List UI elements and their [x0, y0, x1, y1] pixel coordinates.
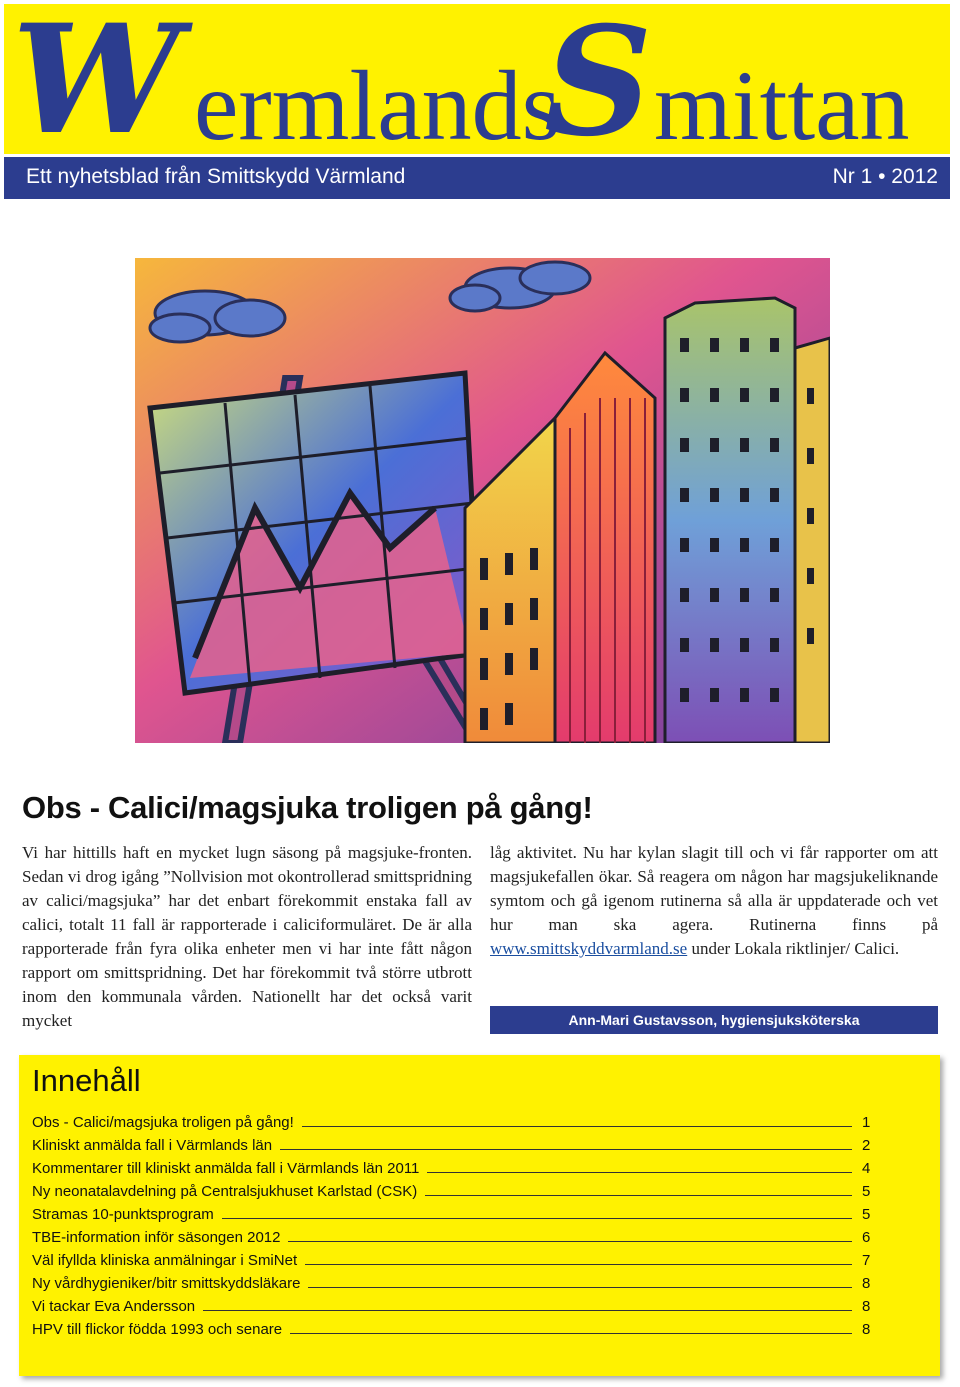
toc-item-title: Kommentarer till kliniskt anmälda fall i Värmlands län 2011	[32, 1160, 420, 1177]
logo-letter-w: W	[12, 4, 181, 154]
logo-text-mittan: mittan	[654, 50, 910, 154]
toc-item[interactable]	[32, 1154, 872, 1177]
toc-item-title: Obs - Calici/magsjuka troligen på gång!	[32, 1114, 294, 1131]
toc-item-page: 8	[862, 1275, 871, 1292]
toc-item[interactable]	[32, 1200, 872, 1223]
toc-leader-line	[305, 1264, 852, 1265]
subtitle-bar	[4, 157, 950, 199]
toc-leader-line	[288, 1241, 852, 1242]
toc-item-title: Vi tackar Eva Andersson	[32, 1298, 196, 1315]
toc-item-title: Stramas 10-punktsprogram	[32, 1206, 214, 1223]
toc-list	[32, 1108, 872, 1338]
toc-item[interactable]	[32, 1269, 872, 1292]
logo-text-ermlands: ermlands	[194, 50, 561, 154]
smittskydd-link[interactable]: www.smittskyddvarmland.se	[490, 939, 688, 958]
toc-leader-line	[308, 1287, 852, 1288]
article-column-1: Vi har hittills haft en mycket lugn säsong på magsjuke-fronten. Sedan vi drog igång ”Nollvision mot okontrollerad smittspridning av calici/magsjuka” har det enbart förekommit enstaka fall av calici, totalt 11 fall är rapporterade i caliciformuläret. De är alla rapporterade från fyra olika enheter men vi har inte fått någon rapport om smittspridning. Det har förekommit två större utbrott inom den kommunala vården. Nationellt har det också varit mycket	[22, 843, 472, 1030]
toc-leader-line	[290, 1333, 852, 1334]
toc-item-page: 5	[862, 1183, 871, 1200]
toc-item-page: 7	[862, 1252, 871, 1269]
toc-leader-line	[280, 1149, 852, 1150]
masthead	[4, 4, 950, 154]
toc-item[interactable]	[32, 1315, 872, 1338]
toc-item[interactable]	[32, 1177, 872, 1200]
table-of-contents	[19, 1055, 940, 1376]
toc-item-title: Ny vårdhygieniker/bitr smittskyddsläkare	[32, 1275, 301, 1292]
toc-item-page: 4	[862, 1160, 871, 1177]
toc-item-page: 6	[862, 1229, 871, 1246]
toc-item-page: 5	[862, 1206, 871, 1223]
cover-illustration	[135, 258, 830, 743]
article-author: Ann-Mari Gustavsson, hygiensjuksköterska	[490, 1006, 938, 1034]
toc-item-page: 8	[862, 1321, 871, 1338]
article-column-2	[490, 841, 938, 961]
issue-number: Nr 1 • 2012	[832, 165, 938, 188]
toc-item[interactable]	[32, 1246, 872, 1269]
article-column-2-text: låg aktivitet. Nu har kylan slagit till och vi får rapporter om att magsjukefallen ökar. Så reagera om någon har magsjukeliknande symtom och gå igenom rutinerna så alla är uppdaterade och vet hur man ska agera. Rutinerna finns på	[490, 843, 938, 934]
toc-item-title: Kliniskt anmälda fall i Värmlands län	[32, 1137, 273, 1154]
chart-board	[150, 373, 480, 693]
toc-item-title: HPV till flickor födda 1993 och senare	[32, 1321, 283, 1338]
newsletter-logo	[4, 4, 950, 154]
toc-item-title: Väl ifyllda kliniska anmälningar i SmiNet	[32, 1252, 298, 1269]
toc-item-page: 8	[862, 1298, 871, 1315]
toc-item[interactable]	[32, 1131, 872, 1154]
toc-item[interactable]	[32, 1223, 872, 1246]
toc-leader-line	[427, 1172, 852, 1173]
toc-item-page: 1	[862, 1114, 871, 1131]
toc-item-title: TBE-information inför säsongen 2012	[32, 1229, 281, 1246]
toc-leader-line	[302, 1126, 852, 1127]
logo-letter-s: S	[544, 4, 653, 154]
article-headline: Obs - Calici/magsjuka troligen på gång!	[22, 790, 593, 825]
article-column-2-end: under Lokala riktlinjer/ Calici.	[687, 939, 900, 958]
toc-item-page: 2	[862, 1137, 871, 1154]
toc-item[interactable]	[32, 1292, 872, 1315]
toc-leader-line	[222, 1218, 852, 1219]
newsletter-subtitle: Ett nyhetsblad från Smittskydd Värmland	[26, 165, 406, 188]
toc-leader-line	[203, 1310, 852, 1311]
toc-item[interactable]	[32, 1108, 872, 1131]
toc-leader-line	[425, 1195, 852, 1196]
toc-title: Innehåll	[32, 1063, 141, 1098]
toc-item-title: Ny neonatalavdelning på Centralsjukhuset Karlstad (CSK)	[32, 1183, 418, 1200]
